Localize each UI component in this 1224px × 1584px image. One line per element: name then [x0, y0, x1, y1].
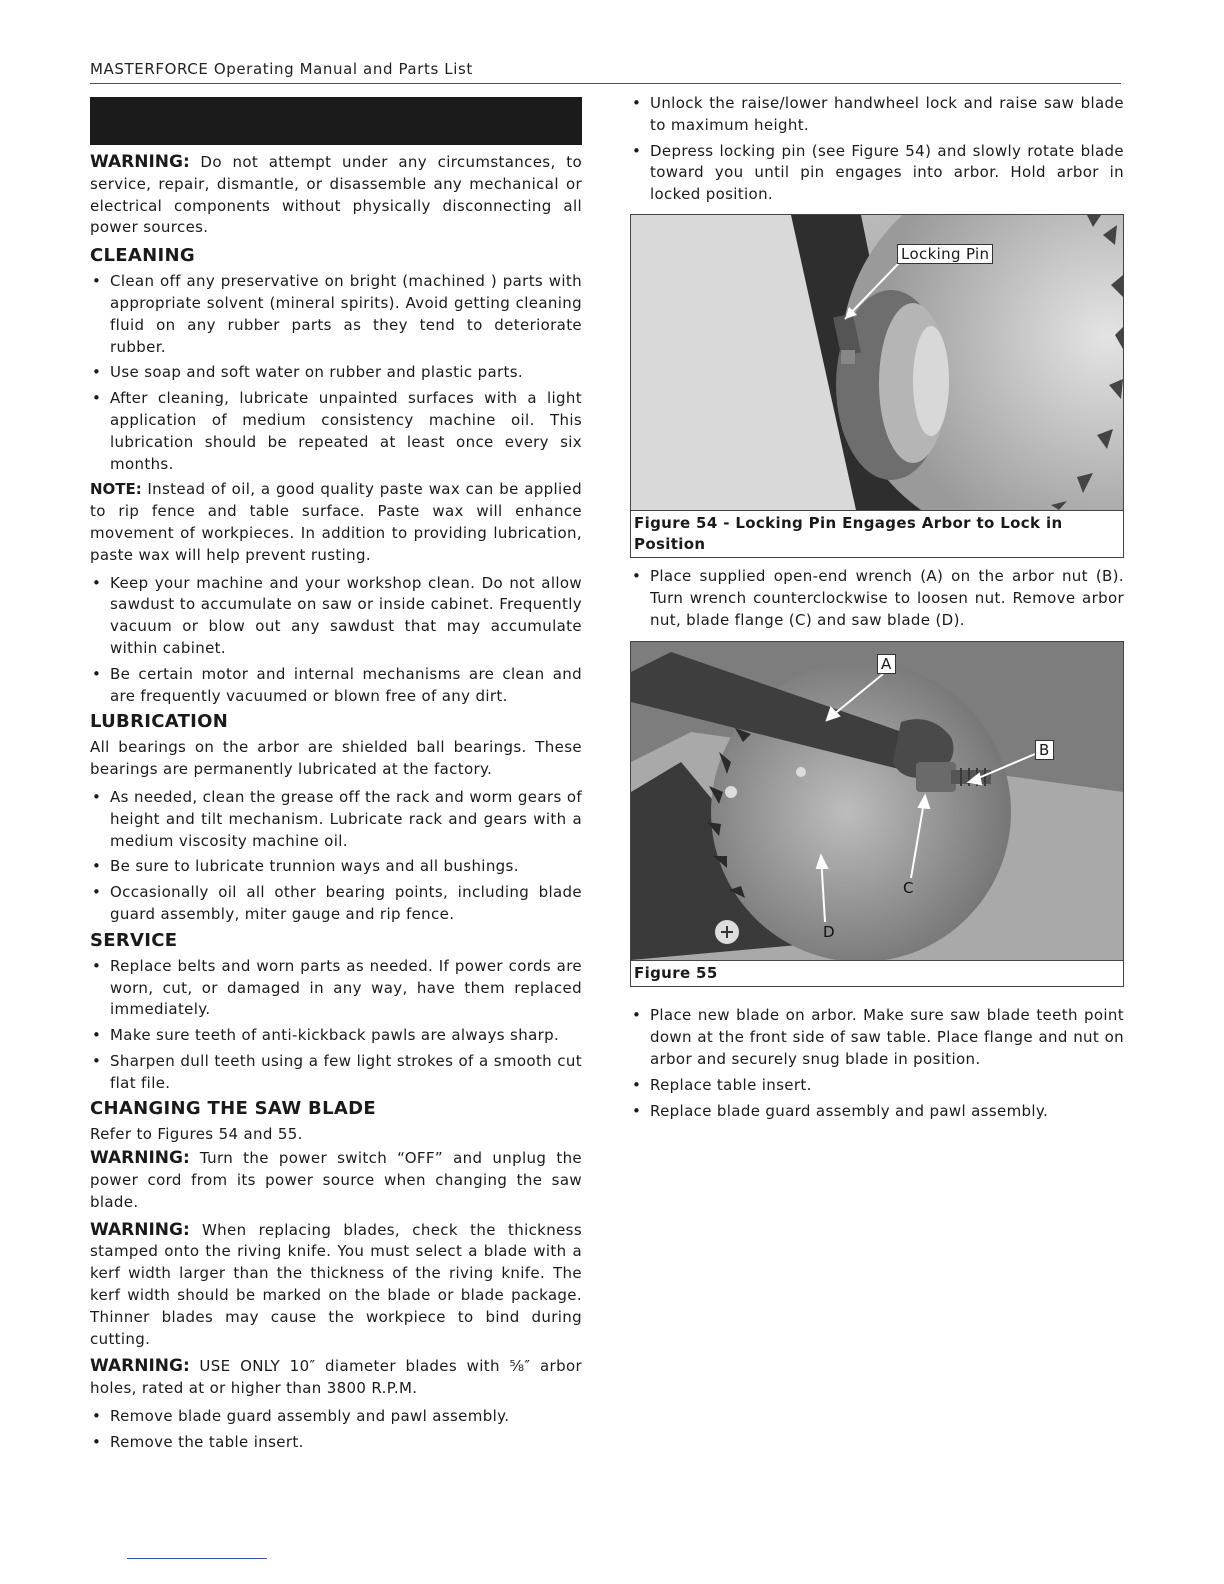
callout-b: B — [1035, 740, 1054, 760]
list-item: • Clean off any preservative on bright (machined ) parts with appropriate solvent (mineral spirits). Avoid getting cleaning fluid on any rubber parts as they tend to deteriorate rubber. — [90, 271, 582, 358]
list-item: • Sharpen dull teeth using a few light strokes of a smooth cut flat file. — [90, 1051, 582, 1095]
header-rule — [90, 83, 1121, 84]
list-item: • Replace blade guard assembly and pawl assembly. — [630, 1101, 1124, 1123]
label-d: D — [823, 923, 835, 942]
page-header-title: MASTERFORCE Operating Manual and Parts List — [90, 60, 473, 78]
list-item: • Use soap and soft water on rubber and plastic parts. — [90, 362, 582, 384]
figure-55-photo — [631, 642, 1123, 960]
list-item: • Replace table insert. — [630, 1075, 1124, 1097]
changing-list — [90, 1406, 582, 1454]
footer-rule — [127, 1558, 267, 1559]
note-paste-wax: NOTE: Instead of oil, a good quality paste wax can be applied to rip fence and table surface. Paste wax will enhance movement of workpieces. In addition to providing lubrication, paste wax will help prevent rusting. — [90, 480, 582, 564]
figure-54-photo — [631, 215, 1123, 510]
left-column — [90, 152, 582, 1458]
service-heading: SERVICE — [90, 929, 178, 951]
lubrication-intro: All bearings on the arbor are shielded ball bearings. These bearings are permanently lubricated at the factory. — [90, 738, 582, 779]
warning-blade-size: WARNING: USE ONLY 10″ diameter blades with ⅝″ arbor holes, rated at or higher than 3800 R.P.M. — [90, 1356, 582, 1398]
right-column — [630, 93, 1124, 1126]
steps-bottom-list — [630, 1005, 1124, 1122]
figure-54-caption: Figure 54 - Locking Pin Engages Arbor to Lock in Position — [631, 510, 1123, 557]
saw-arbor-photo — [631, 215, 1123, 510]
list-item: • Place supplied open-end wrench (A) on the arbor nut (B). Turn wrench counterclockwise to loosen nut. Remove arbor nut, blade flange (C) and saw blade (D). — [630, 566, 1124, 631]
figure-54 — [630, 214, 1124, 558]
list-item: • Make sure teeth of anti-kickback pawls are always sharp. — [90, 1025, 582, 1047]
warning-disconnect: WARNING: Do not attempt under any circumstances, to service, repair, dismantle, or disassemble any mechanical or electrical components without physically disconnecting all power sources. — [90, 152, 582, 237]
list-item: • Be certain motor and internal mechanisms are clean and are frequently vacuumed or blown free of any dirt. — [90, 664, 582, 708]
steps-top-list — [630, 93, 1124, 206]
lubrication-list — [90, 787, 582, 926]
label-c: C — [903, 879, 914, 898]
wrench-arbor-photo — [631, 642, 1123, 960]
cleaning-list-2 — [90, 573, 582, 708]
lubrication-heading: LUBRICATION — [90, 711, 229, 733]
list-item: • Unlock the raise/lower handwheel lock and raise saw blade to maximum height. — [630, 93, 1124, 137]
changing-intro: Refer to Figures 54 and 55. — [90, 1125, 303, 1144]
list-item: • Replace belts and worn parts as needed. If power cords are worn, cut, or damaged in any way, have them replaced immediately. — [90, 956, 582, 1021]
callout-a: A — [877, 654, 896, 674]
locking-pin-callout: Locking Pin — [897, 244, 993, 264]
list-item: • Remove blade guard assembly and pawl assembly. — [90, 1406, 582, 1428]
list-item: • Place new blade on arbor. Make sure saw blade teeth point down at the front side of saw table. Place flange and nut on arbor and securely snug blade in position. — [630, 1005, 1124, 1070]
steps-mid-list — [630, 566, 1124, 631]
cleaning-list — [90, 271, 582, 475]
list-item: • Occasionally oil all other bearing points, including blade guard assembly, miter gauge and rip fence. — [90, 882, 582, 926]
cleaning-heading: CLEANING — [90, 245, 195, 267]
figure-55-caption: Figure 55 — [631, 960, 1123, 986]
figure-55 — [630, 641, 1124, 987]
list-item: • As needed, clean the grease off the rack and worm gears of height and tilt mechanism. Lubricate rack and gears with a medium viscosity machine oil. — [90, 787, 582, 852]
service-list — [90, 956, 582, 1095]
section-title-bar — [90, 97, 582, 145]
list-item: • Remove the table insert. — [90, 1432, 582, 1454]
list-item: • Keep your machine and your workshop clean. Do not allow sawdust to accumulate on saw or inside cabinet. Frequently vacuum or blow out any sawdust that may accumulate within cabinet. — [90, 573, 582, 660]
list-item: • After cleaning, lubricate unpainted surfaces with a light application of medium consistency machine oil. This lubrication should be repeated at least once every six months. — [90, 388, 582, 475]
warning-kerf-width: WARNING: When replacing blades, check the thickness stamped onto the riving knife. You must select a blade with a kerf width larger than the thickness of the riving knife. The kerf width should be marked on the blade or blade package. Thinner blades may cause the workpiece to bind during cutting. — [90, 1219, 582, 1348]
list-item: • Depress locking pin (see Figure 54) and slowly rotate blade toward you until pin engages into arbor. Hold arbor in locked position. — [630, 141, 1124, 206]
changing-blade-heading: CHANGING THE SAW BLADE — [90, 1098, 376, 1120]
list-item: • Be sure to lubricate trunnion ways and all bushings. — [90, 856, 582, 878]
warning-power-switch: WARNING: Turn the power switch “OFF” and unplug the power cord from its power source when changing the saw blade. — [90, 1148, 582, 1211]
